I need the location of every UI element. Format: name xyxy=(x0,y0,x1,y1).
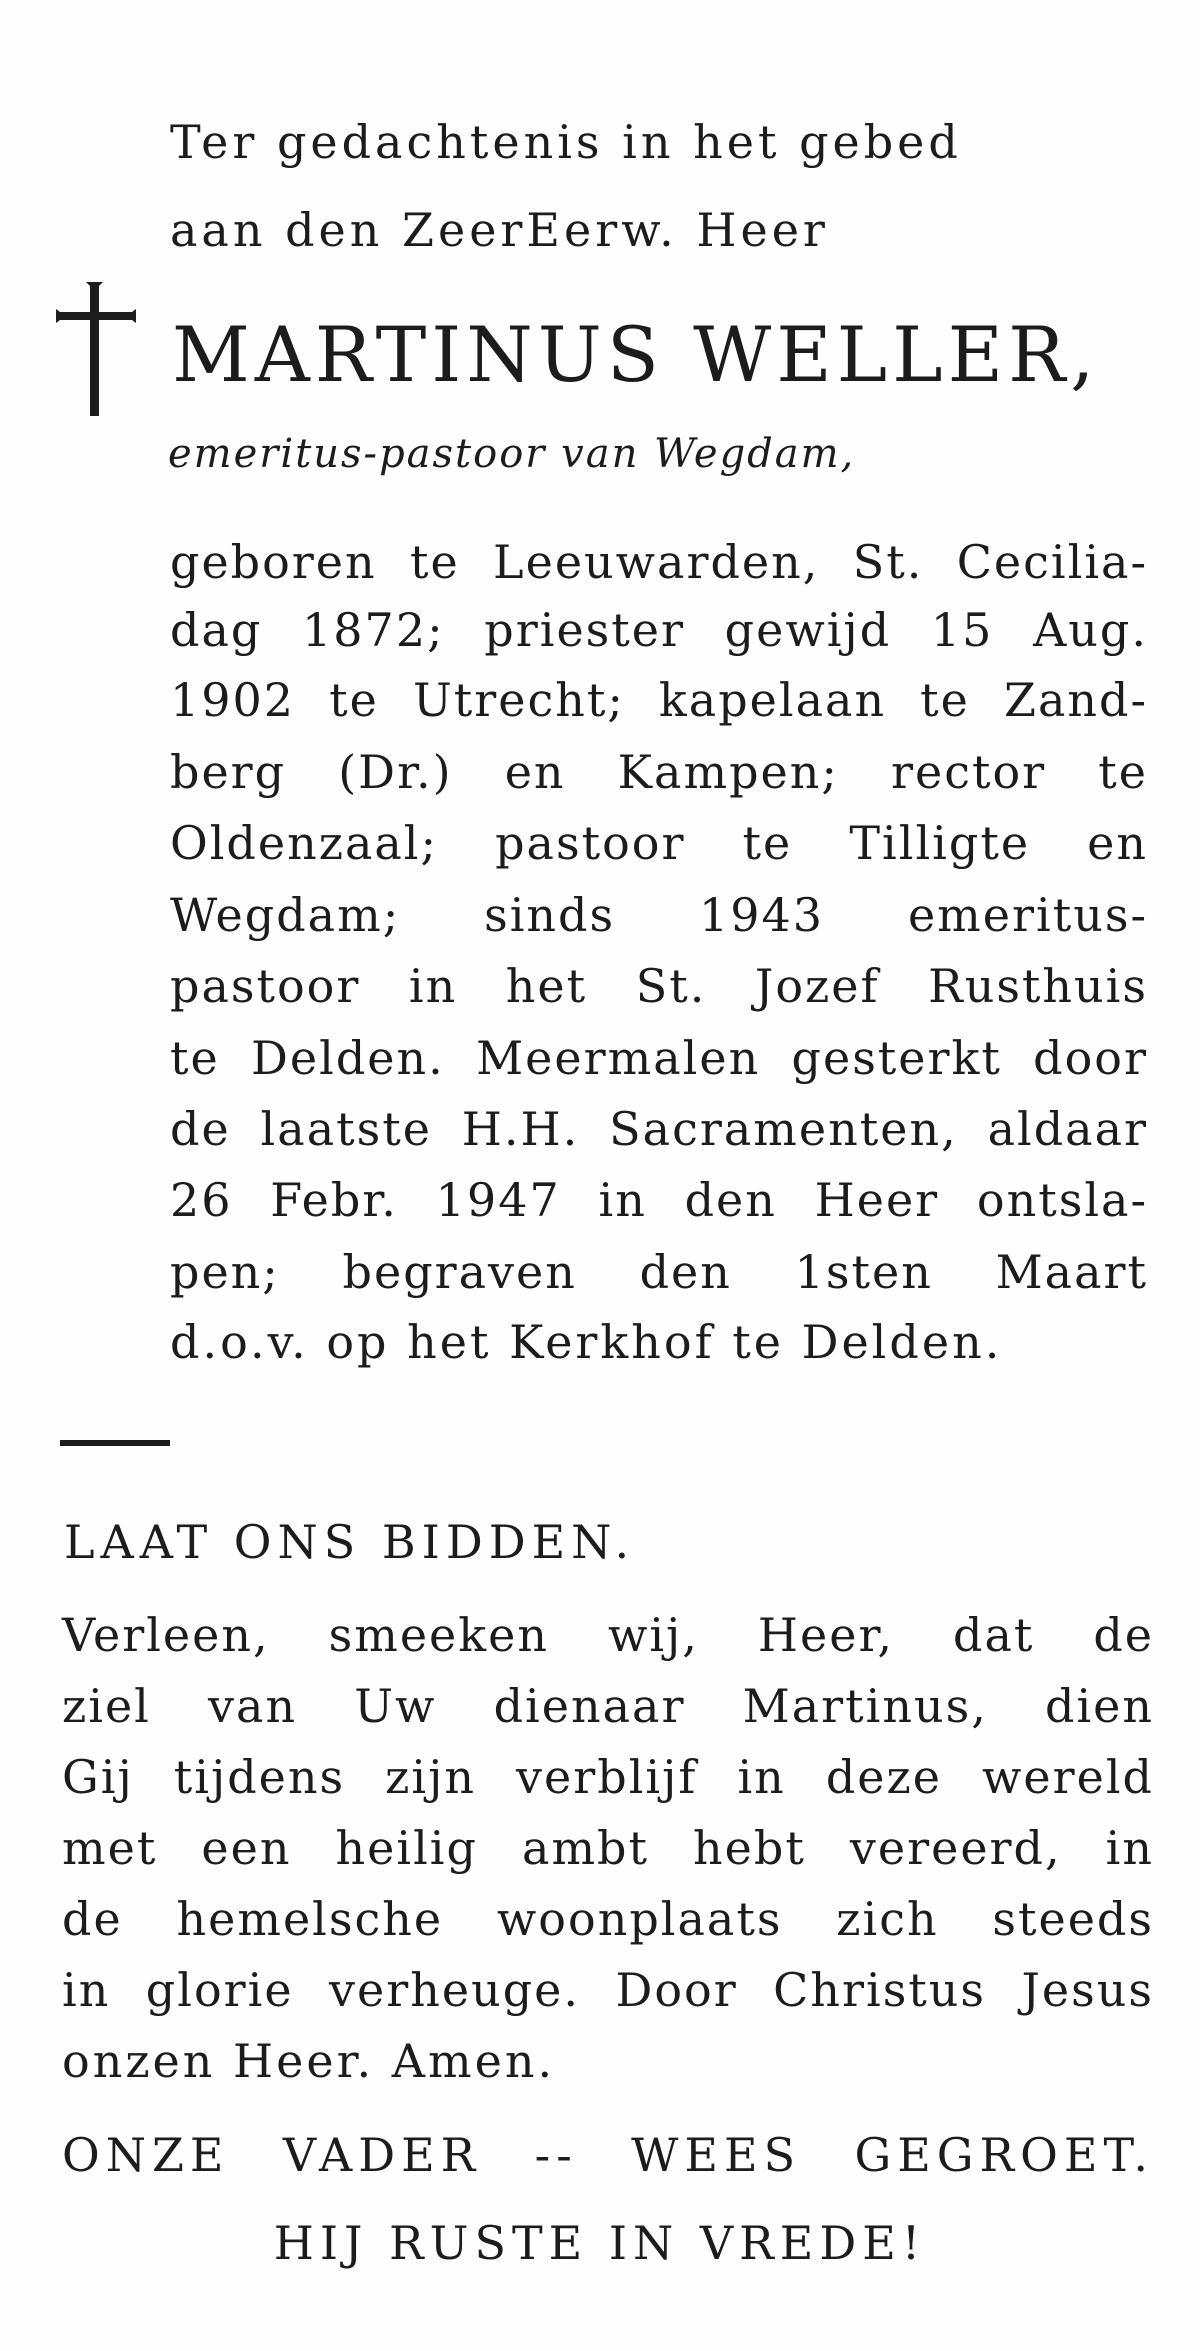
closing-prayers: ONZE VADER -- WEES GEGROET. xyxy=(62,2128,1154,2182)
bio-line: te Delden. Meermalen gesterkt door xyxy=(170,1031,1148,1085)
prayer-line: ziel van Uw dienaar Martinus, dien xyxy=(62,1679,1154,1733)
bio-line: Wegdam; sinds 1943 emeritus- xyxy=(170,888,1148,942)
prayer-heading: LAAT ONS BIDDEN. xyxy=(64,1515,636,1569)
divider xyxy=(60,1440,170,1446)
bio-line: 26 Febr. 1947 in den Heer ontsla- xyxy=(170,1173,1148,1227)
prayer-line: met een heilig ambt hebt vereerd, in xyxy=(62,1821,1154,1875)
bio-line: de laatste H.H. Sacramenten, aldaar xyxy=(170,1102,1148,1156)
bio-line: d.o.v. op het Kerkhof te Delden. xyxy=(170,1315,1003,1369)
closing-line: HIJ RUSTE IN VREDE! xyxy=(273,2216,927,2270)
bio-line: berg (Dr.) en Kampen; rector te xyxy=(170,745,1148,799)
prayer-line: in glorie verheuge. Door Christus Jesus xyxy=(62,1963,1154,2017)
prayer-line: Gij tijdens zijn verblijf in deze wereld xyxy=(62,1750,1154,1804)
bio-line: geboren te Leeuwarden, St. Cecilia- xyxy=(170,535,1148,589)
deceased-title: emeritus-pastoor van Wegdam, xyxy=(168,431,856,477)
header-line-2: aan den ZeerEerw. Heer xyxy=(170,203,829,257)
bio-line: dag 1872; priester gewijd 15 Aug. xyxy=(170,603,1148,657)
bio-line: Oldenzaal; pastoor te Tilligte en xyxy=(170,816,1148,870)
prayer-line: onzen Heer. Amen. xyxy=(62,2034,556,2088)
prayer-line: Verleen, smeeken wij, Heer, dat de xyxy=(62,1608,1154,1662)
header-line-1: Ter gedachtenis in het gebed xyxy=(170,115,962,169)
bio-line: pen; begraven den 1sten Maart xyxy=(170,1245,1148,1299)
cross-icon xyxy=(56,282,136,422)
prayer-line: de hemelsche woonplaats zich steeds xyxy=(62,1892,1154,1946)
bio-line: pastoor in het St. Jozef Rusthuis xyxy=(170,959,1148,1013)
deceased-name: MARTINUS WELLER, xyxy=(172,310,1100,399)
bio-line: 1902 te Utrecht; kapelaan te Zand- xyxy=(170,673,1148,727)
